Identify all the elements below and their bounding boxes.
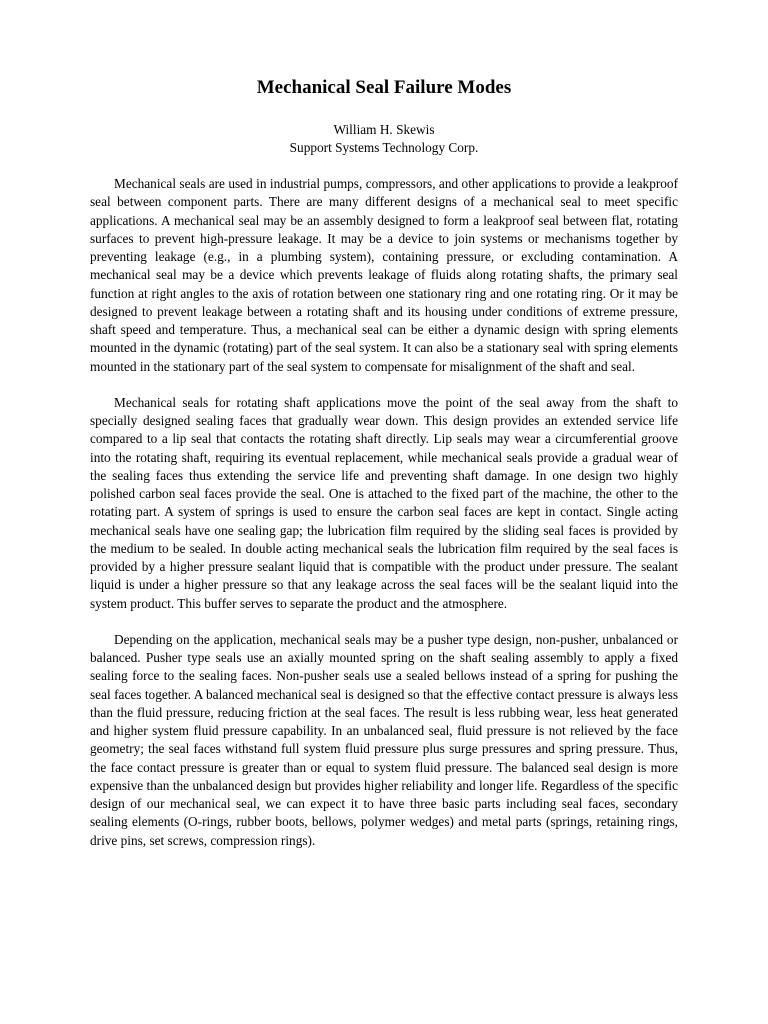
document-title: Mechanical Seal Failure Modes (256, 77, 512, 98)
paragraph-1: Mechanical seals are used in industrial pumps, compressors, and other applications to provide a leakproof seal between component parts. There are many different designs of a mechanical seal to meet specific applications. A mechanical seal may be an assembly designed to form a leakproof seal between flat, rotating surfaces to prevent high-pressure leakage. It may be a device to join systems or mechanisms together by preventing leakage (e.g., in a plumbing system), containing pressure, or excluding contamination. A mechanical seal may be a device which prevents leakage of fluids along rotating shafts, the primary seal function at right angles to the axis of rotation between one stationary ring and one rotating ring. Or it may be designed to prevent leakage between a rotating shaft and its housing under conditions of extreme pressure, shaft speed and temperature. Thus, a mechanical seal can be either a dynamic design with spring elements mounted in the dynamic (rotating) part of the seal system. It can also be a stationary seal with spring elements mounted in the stationary part of the seal system to compensate for misalignment of the shaft and seal. (90, 176, 678, 374)
author-name: William H. Skewis (333, 122, 435, 137)
paragraph-2: Mechanical seals for rotating shaft applications move the point of the seal away from the shaft to specially designed sealing faces that gradually wear down. This design provides an extended service life compared to a lip seal that contacts the rotating shaft directly. Lip seals may wear a circumferential groove into the rotating shaft, requiring its eventual replacement, while mechanical seals provide a gradual wear of the sealing faces thus extending the service life and preventing shaft damage. In one design two highly polished carbon seal faces provide the seal. One is attached to the fixed part of the machine, the other to the rotating part. A system of springs is used to ensure the carbon seal faces are kept in contact. Single acting mechanical seals have one sealing gap; the lubrication film required by the sliding seal faces is provided by the medium to be sealed. In double acting mechanical seals the lubrication film required by the seal faces is provided by a higher pressure sealant liquid that is compatible with the product under pressure. The sealant liquid is under a higher pressure so that any leakage across the seal faces will be the sealant liquid into the system product. This buffer serves to separate the product and the atmosphere. (90, 394, 678, 611)
document-page (90, 74, 678, 850)
author-affiliation: Support Systems Technology Corp. (289, 140, 479, 155)
paragraph-3: Depending on the application, mechanical seals may be a pusher type design, non-pusher, unbalanced or balanced. Pusher type seals use an axially mounted spring on the shaft sealing assembly to apply a fixed sealing force to the sealing faces. Non-pusher seals use a sealed bellows instead of a spring for pushing the seal faces together. A balanced mechanical seal is designed so that the effective contact pressure is always less than the fluid pressure, reducing friction at the seal faces. The result is less rubbing wear, less heat generated and higher system fluid pressure capability. In an unbalanced seal, fluid pressure is not relieved by the face geometry; the seal faces withstand full system fluid pressure plus surge pressures and spring pressure. Thus, the face contact pressure is greater than or equal to system fluid pressure. The balanced seal design is more expensive than the unbalanced design but provides higher reliability and longer life. Regardless of the specific design of our mechanical seal, we can expect it to have three basic parts including seal faces, secondary sealing elements (O-rings, rubber boots, bellows, polymer wedges) and metal parts (springs, retaining rings, drive pins, set screws, compression rings). (90, 631, 678, 848)
